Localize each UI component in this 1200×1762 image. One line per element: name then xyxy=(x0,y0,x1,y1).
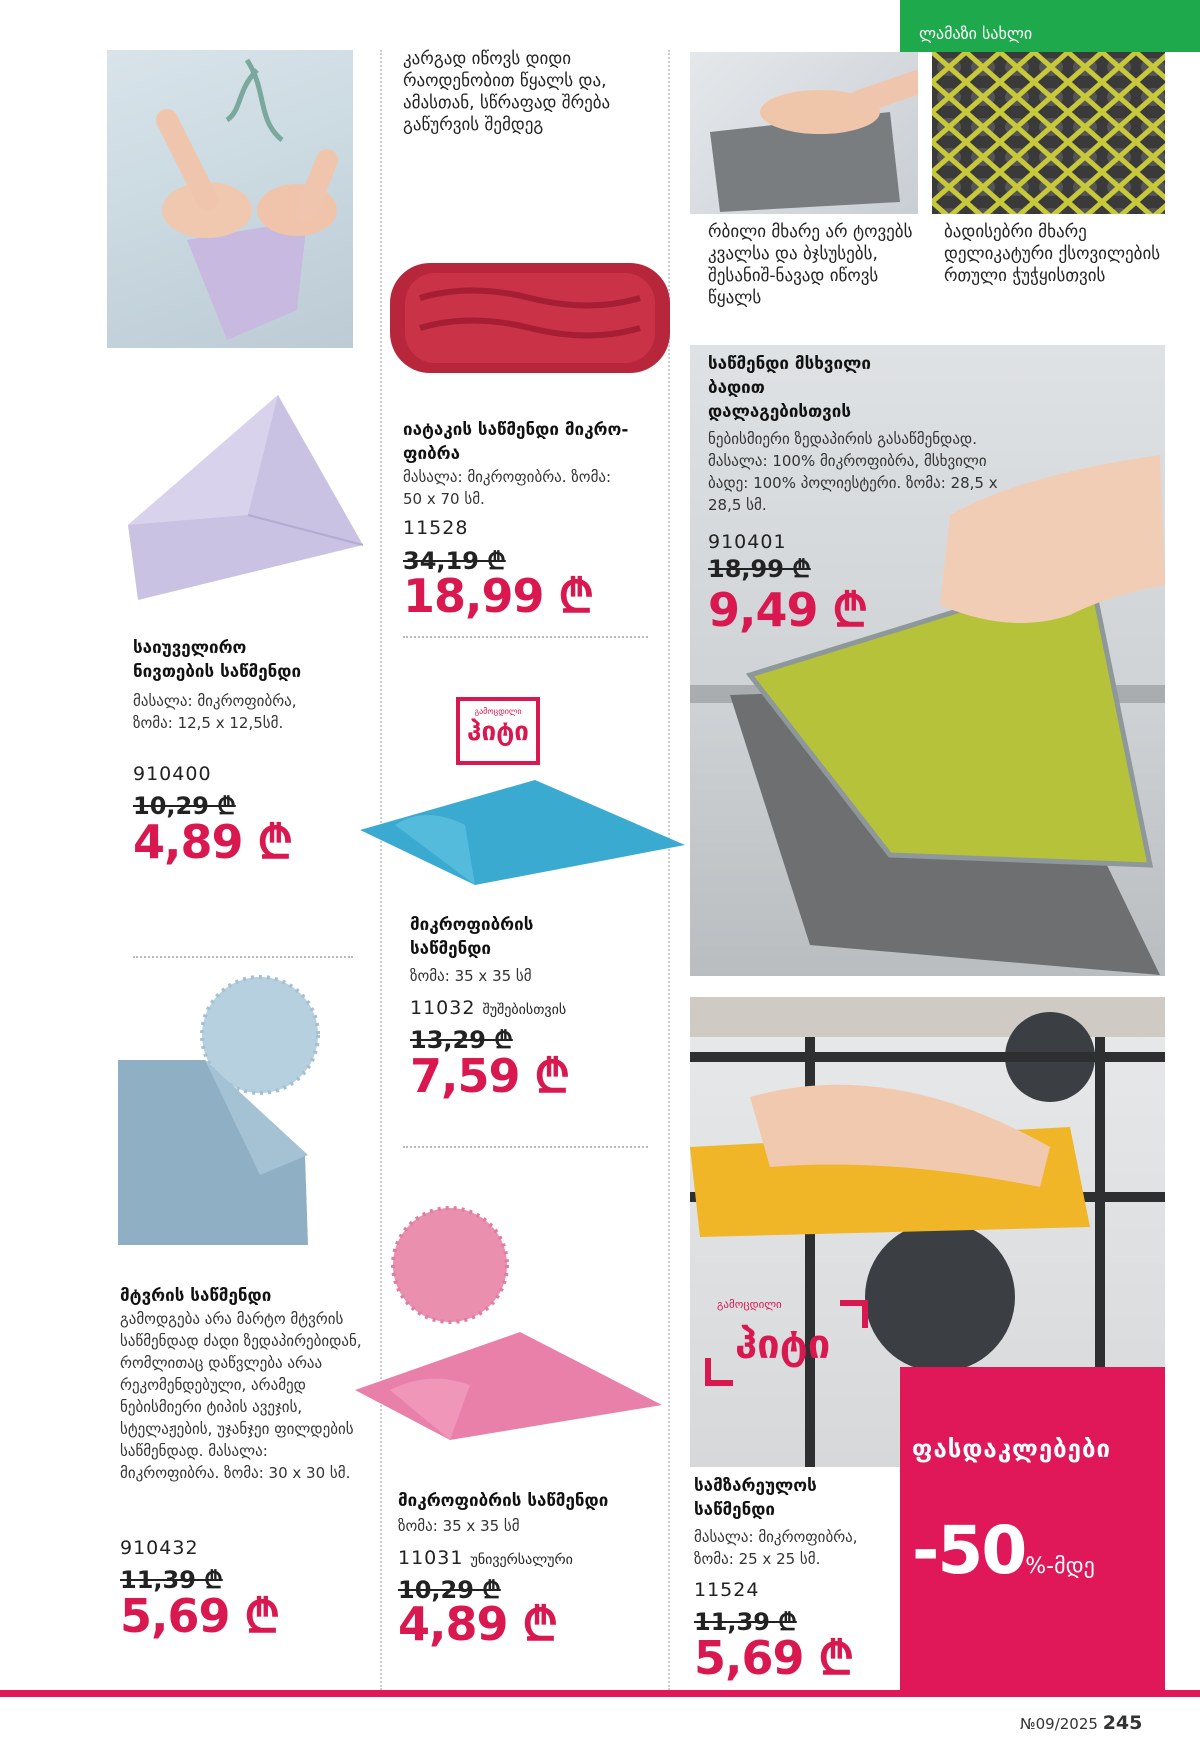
hit-corner-bracket-bl xyxy=(705,1358,733,1386)
p4-code xyxy=(410,996,566,1022)
p5-desc: გამოდგება არა მარტო მტვრის საწმენდად ძადი ზედაპირებიდან, რომლითაც დაწვლება არაა რეკომენდებული, არამედ ნებისმიერი ტიპის ავეჯის, სტელაჟების, უჯანჯეი ფილდების საწმენდად. მასალა: მიკროფიბრა. ზომა: 30 x 30 სმ. xyxy=(120,1310,362,1482)
hit-badge-big: ჰიტი xyxy=(467,717,529,747)
discount-value: -50 xyxy=(912,1512,1026,1589)
p4-code-note: შუშებისთვის xyxy=(482,1002,567,1018)
divider xyxy=(133,956,353,958)
blue-dust-cloth-art xyxy=(110,975,370,1255)
blue-dust-cloth-image xyxy=(110,975,370,1255)
p6-price: 4,89 ₾ xyxy=(398,1597,557,1651)
p2-title: იატაკის საწმენდი მიკრო-ფიბრა xyxy=(403,420,629,464)
section-tag xyxy=(900,0,1200,52)
photo-grey-cloth xyxy=(690,52,918,214)
p6-code-note: უნივერსალური xyxy=(470,1552,573,1568)
p2-code: 11528 xyxy=(403,517,469,539)
divider xyxy=(403,636,648,638)
p1-code: 910400 xyxy=(133,763,212,785)
p3-old-price: 18,99 ₾ xyxy=(708,555,811,583)
p7-old-price: 11,39 ₾ xyxy=(694,1608,797,1636)
p2-price: 18,99 ₾ xyxy=(403,569,593,623)
footer-issue: №09/2025 xyxy=(1020,1715,1098,1733)
photo-mesh-closeup xyxy=(932,52,1165,214)
p4-code-number: 11032 xyxy=(410,997,476,1019)
p7-title: სამზარეულოს საწმენდი xyxy=(694,1476,817,1520)
p2-desc: მასალა: მიკროფიბრა. ზომა: 50 x 70 სმ. xyxy=(403,468,612,508)
section-tag-label: ლამაზი სახლი xyxy=(919,24,1033,43)
red-towel-art xyxy=(380,238,680,408)
hit-corner-big: ჰიტი xyxy=(735,1322,831,1368)
p3-desc: ნებისმიერი ზედაპირის გასაწმენდად. მასალა: 100% მიკროფიბრა, მსხვილი ბადე: 100% პოლიესტერი. ზომა: 28,5 x 28,5 სმ. xyxy=(708,430,998,514)
footer-page-number: 245 xyxy=(1102,1712,1143,1734)
p3-price: 9,49 ₾ xyxy=(708,583,867,637)
p3-title: საწმენდი მსხვილი ბადით დალაგებისთვის xyxy=(708,354,871,422)
footer-bar xyxy=(0,1690,1200,1697)
hit-badge-small: გამოცდილი xyxy=(474,707,522,716)
pink-cloth-art xyxy=(350,1200,670,1440)
side-b-text: ბადისებრი მხარე დელიკატური ქსოვილების რთული ჭუჭყისთვის xyxy=(944,222,1161,286)
photo-hands-cloth-art xyxy=(107,50,353,348)
p6-old-price: 10,29 ₾ xyxy=(398,1576,501,1604)
p6-code-number: 11031 xyxy=(398,1547,464,1569)
p5-price: 5,69 ₾ xyxy=(120,1589,279,1643)
turquoise-cloth-art xyxy=(355,770,685,890)
photo-mesh-closeup-art xyxy=(932,52,1165,214)
p1-old-price: 10,29 ₾ xyxy=(133,792,236,820)
hit-corner-small: გამოცდილი xyxy=(717,1298,782,1311)
lavender-cloth-art xyxy=(108,375,368,615)
side-a-text: რბილი მხარე არ ტოვებს კვალსა და ბჯსუსებს, შესანიშ-ნავად იწოვს წყალს xyxy=(708,222,913,308)
p5-old-price: 11,39 ₾ xyxy=(120,1566,223,1594)
p6-code xyxy=(398,1546,573,1572)
lavender-cloth-image xyxy=(108,375,368,615)
p1-desc: მასალა: მიკროფიბრა, ზომა: 12,5 x 12,5სმ. xyxy=(133,692,297,732)
p4-old-price: 13,29 ₾ xyxy=(410,1026,513,1054)
p7-code: 11524 xyxy=(694,1579,760,1601)
hit-corner-bracket-tr xyxy=(840,1300,868,1328)
hit-badge xyxy=(456,697,540,765)
red-towel-image xyxy=(380,238,680,408)
divider xyxy=(403,1146,648,1148)
p3-code: 910401 xyxy=(708,531,787,553)
p3-info-overlay xyxy=(708,352,1028,636)
hit-corner-badge xyxy=(705,1300,890,1390)
discount-box xyxy=(900,1367,1165,1697)
p4-title: მიკროფიბრის საწმენდი xyxy=(410,915,534,959)
p5-title: მტვრის საწმენდი xyxy=(120,1286,272,1306)
p6-desc: ზომა: 35 x 35 სმ xyxy=(398,1517,520,1535)
photo-grey-cloth-art xyxy=(690,52,918,214)
p2-old-price: 34,19 ₾ xyxy=(403,547,506,575)
p6-title: მიკროფიბრის საწმენდი xyxy=(398,1491,609,1511)
footer-page-info xyxy=(1020,1712,1142,1734)
intro-text: კარგად იწოვს დიდი რაოდენობით წყალს და, ამასთან, სწრაფად შრება გაწურვის შემდეგ xyxy=(403,49,611,135)
p7-price: 5,69 ₾ xyxy=(694,1631,853,1685)
photo-hands-cloth xyxy=(107,50,353,348)
p1-title: საიუველირო ნივთების საწმენდი xyxy=(133,638,302,682)
p4-price: 7,59 ₾ xyxy=(410,1049,569,1103)
pink-cloth-image xyxy=(350,1200,670,1440)
p7-desc: მასალა: მიკროფიბრა, ზომა: 25 x 25 სმ. xyxy=(694,1528,858,1568)
p5-code: 910432 xyxy=(120,1537,199,1559)
discount-label: ფასდაკლებები xyxy=(912,1435,1112,1463)
p4-desc: ზომა: 35 x 35 სმ xyxy=(410,967,532,985)
discount-suffix: %-მდე xyxy=(1025,1554,1095,1579)
turquoise-cloth-image xyxy=(355,770,685,890)
p1-price: 4,89 ₾ xyxy=(133,815,292,869)
discount-value-row xyxy=(912,1512,1095,1589)
